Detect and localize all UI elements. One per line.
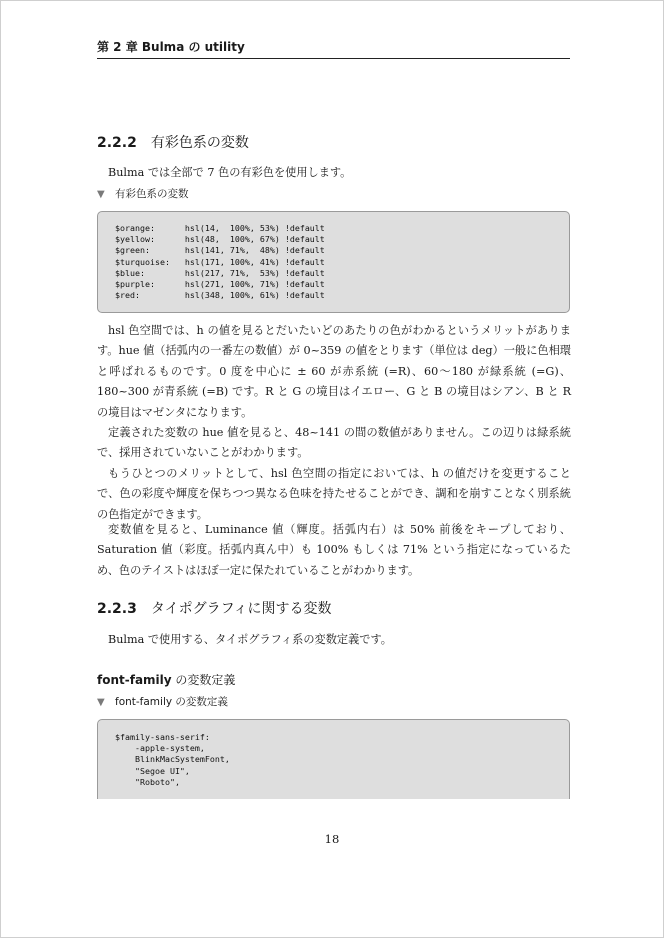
code-line: $family-sans-serif: bbox=[115, 732, 210, 742]
code-line: $red: hsl(348, 100%, 61%) !default bbox=[115, 290, 325, 301]
caption-text: font-family の変数定義 bbox=[115, 696, 228, 708]
body-paragraph-luminance: 変数値を見ると、Luminance 値（輝度。括弧内右）は 50% 前後をキープしており、Saturation 値（彩度。括弧内真ん中）も 100% もしくは 71% という指定になっているため、色のテイストはほぼ一定に保たれていることがわかります。 bbox=[97, 523, 571, 577]
body-paragraph-merit: もうひとつのメリットとして、hsl 色空間の指定においては、h の値だけを変更することで、色の彩度や輝度を保ちつつ異なる色味を持たせることができ、調和を崩すことなく別系統の色指定ができます。 bbox=[97, 467, 571, 521]
code-block-font-family bbox=[97, 719, 570, 799]
section-heading-typography bbox=[97, 599, 331, 619]
code-line: BlinkMacSystemFont, bbox=[115, 754, 230, 765]
caption-triangle-icon: ▼ bbox=[97, 189, 105, 200]
code-line: $green: hsl(141, 71%, 48%) !default bbox=[115, 245, 325, 256]
code-line: "Roboto", bbox=[115, 776, 180, 787]
section-title: 有彩色系の変数 bbox=[150, 135, 249, 151]
code-listing-font-family bbox=[98, 720, 569, 788]
caption-text: 有彩色系の変数 bbox=[115, 188, 189, 200]
intro-paragraph-chromatic: Bulma では全部で 7 色の有彩色を使用します。 bbox=[108, 166, 352, 179]
code-line: $yellow: hsl(48, 100%, 67%) !default bbox=[115, 234, 325, 245]
subheading-code: font-family bbox=[97, 673, 172, 687]
code-line: $orange: hsl(14, 100%, 53%) !default bbox=[115, 223, 325, 233]
code-line: -apple-system, bbox=[115, 743, 205, 754]
code-caption-font-family bbox=[97, 694, 228, 711]
running-header: 第 2 章 Bulma の utility bbox=[97, 38, 570, 59]
section-heading-chromatic bbox=[97, 133, 249, 153]
page-number: 18 bbox=[324, 832, 340, 846]
caption-triangle-icon: ▼ bbox=[97, 697, 105, 708]
code-line: "Segoe UI", bbox=[115, 765, 190, 776]
code-block-chromatic bbox=[97, 211, 570, 313]
code-line: $purple: hsl(271, 100%, 71%) !default bbox=[115, 279, 325, 290]
subsection-heading-font-family bbox=[97, 671, 235, 689]
section-number: 2.2.2 bbox=[97, 135, 137, 151]
body-paragraph-hsl: hsl 色空間では、h の値を見るとだいたいどのあたりの色がわかるというメリットがあります。hue 値（括弧内の一番左の数値）が 0~359 の値をとります（単位は deg）一般に色相環と呼ばれるものです。0 度を中心に ± 60 が赤系統 (=R)、60〜180 が緑系統 (=G)、180~300 が青系統 (=B) です。R と G の境目はイエロー、G と B の境目はシアン、B と R の境目はマゼンタになります。 bbox=[97, 324, 571, 419]
code-listing-chromatic bbox=[98, 212, 569, 301]
subheading-text: の変数定義 bbox=[171, 673, 236, 687]
section-title: タイポグラフィに関する変数 bbox=[150, 601, 332, 617]
code-caption-chromatic bbox=[97, 186, 189, 203]
code-line: $blue: hsl(217, 71%, 53%) !default bbox=[115, 267, 325, 278]
code-line: $turquoise: hsl(171, 100%, 41%) !default bbox=[115, 256, 325, 267]
intro-paragraph-typography: Bulma で使用する、タイポグラフィ系の変数定義です。 bbox=[108, 633, 392, 646]
body-paragraph-hue-range: 定義された変数の hue 値を見ると、48~141 の間の数値がありません。この辺りは緑系統で、採用されていないことがわかります。 bbox=[97, 426, 571, 460]
section-number: 2.2.3 bbox=[97, 601, 137, 617]
